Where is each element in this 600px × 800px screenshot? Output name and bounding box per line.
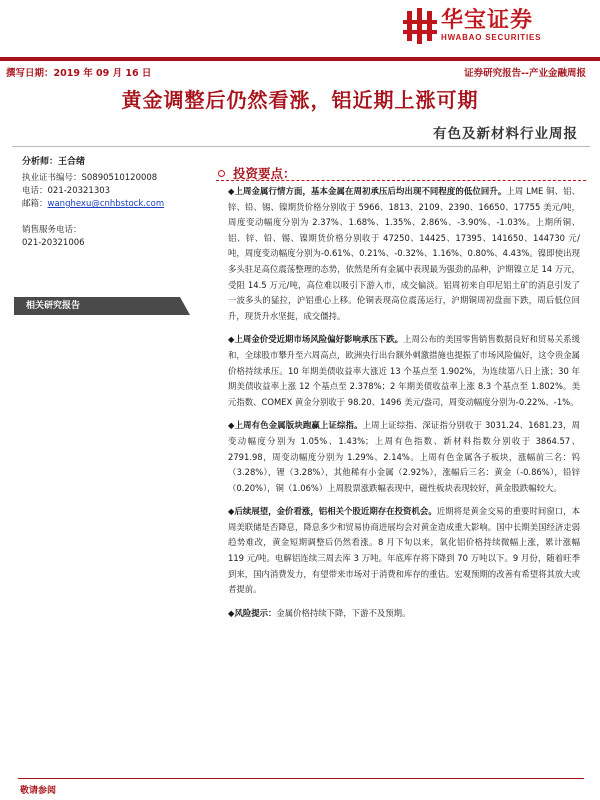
point-heading: ◆后续展望，金价看涨，铝相关个股近期存在投资机会。 <box>228 506 437 517</box>
point-body: 上周公布的美国零售销售数据良好和贸易关系缓和，全球股市攀升至六周高点，欧洲央行出台额外刺激措施也提振了市场风险偏好，这令贵金属价格持续承压。10 年期美债收益率大涨近 13 个基点至 1.902%，为连续第八日上涨；30 年期美债收益率上涨 12 个基点至 2.378%；2 年期美债收益率上涨 8.3 个基点至 1.802%。美元指数、COMEX 黄金分别收于 98.20、1496 美元/盎司，周变动幅度分别为-0.22%、-1%。 <box>228 334 580 407</box>
header-divider <box>0 57 600 61</box>
point-body: 金属价格持续下降，下游不及预期。 <box>276 607 411 618</box>
report-date: 撰写日期：2019 年 09 月 16 日 <box>6 68 152 79</box>
license-number: 执业证书编号：S0890510120008 <box>22 173 158 183</box>
circle-bullet-icon <box>218 170 225 177</box>
title-divider <box>12 146 590 147</box>
analyst-sidebar <box>22 156 192 250</box>
phone-number: 电话：021-20321303 <box>22 186 111 196</box>
analyst-name: 分析师：王合绪 <box>22 157 86 167</box>
email-link[interactable]: wanghexu@cnhbstock.com <box>47 199 165 209</box>
footer-divider <box>18 778 584 779</box>
footer-note: 敬请参阅 <box>20 786 57 796</box>
related-reports-header[interactable] <box>14 297 190 315</box>
report-type: 证券研究报告--产业金融周报 <box>464 68 586 79</box>
brand-name-cn: 华宝证券 <box>441 8 534 33</box>
point-paragraph <box>228 606 580 622</box>
page-subtitle: 有色及新材料行业周报 <box>433 126 578 142</box>
hwabao-logo-icon <box>403 8 437 44</box>
investment-points <box>228 184 580 629</box>
email-label: 邮箱： <box>22 199 48 209</box>
point-paragraph <box>228 332 580 410</box>
point-paragraph <box>228 418 580 496</box>
brand-name-en: HWABAO SECURITIES <box>441 33 542 42</box>
page-title: 黄金调整后仍然看涨，铝近期上涨可期 <box>121 88 479 112</box>
points-divider <box>216 180 586 181</box>
point-heading: ◆上周金属行情方面，基本金属在周初承压后均出现不同程度的低位回升。 <box>228 186 507 196</box>
point-body: 上周上证综指、深证指分别收于 3031.24、1681.23，周变动幅度分别为 1.05%、1.43%；上周有色指数、新材料指数分别收于 3864.57、2791.98，周变动幅度分别为 1.29%、2.14%。上周有色金属各子板块，涨幅前三名：钨（3.28%），锂（3.28%），其他稀有小金属（2.92%），涨幅后三名：黄金（-0.86%），铅锌（0.20%），铜（1.06%）上周股票涨跌幅表现中，磁性板块表现较好，黄金股跌幅较大。 <box>228 420 580 493</box>
point-heading: ◆风险提示： <box>228 607 277 618</box>
point-paragraph <box>228 504 580 598</box>
point-body: 近期将是黄金交易的重要时间窗口，本周美联储是否降息，降息多少和贸易协商进展均会对黄金造成重大影响。国中长期美国经济走弱趋势难改，黄金短期调整后仍然看涨。8 月下旬以来，氧化铝价格持续微幅上涨，累计涨幅 119 元/吨。电解铝连续三周去库 3 万吨。年底库存将下降到 70 万吨以下。9 月份，随着旺季到来，国内消费发力，有望带来市场对于消费和库存的重估。宏观预期的改善有希望将其放大或者提前。 <box>228 506 580 595</box>
point-heading: ◆上周金价受近期市场风险偏好影响承压下跌。 <box>228 334 404 345</box>
email-row <box>22 198 192 211</box>
related-reports-label: 相关研究报告 <box>26 301 81 311</box>
point-body: 上周 LME 铜、铝、锌、铅、锡、镍期货价格分别收于 5966、1813、2109、2390、16650、17755 美元/吨，周度变动幅度分别为 2.37%、1.68%、1.35%、2.86%、-3.90%、-1.03%。上期所铜、铝、锌、铅、锡、镍期货价格分别收于 47250、14425、17395、141650、144730 元/吨，周度变动幅度分别为-0.61%、0.21%、-0.32%、1.16%、0.80%、4.43%。镍即使出现多头驻足高位震荡整理的态势，依然是所有金属中表现最为强劲的品种，沪期镍立足 14 万元，受阻 14.5 万元/吨，高位难以吸引下游入市，成交偏淡。铝周初来自印尼铝土矿的消息引发了一波多头的猛拉，沪铝重心上移。伦铜表现高位震荡运行，沪期铜周初盘面下跌，周后低位回升，现货升水坚挺，成交僵持。 <box>228 186 580 321</box>
brand-logo <box>403 8 541 44</box>
sales-label: 销售服务电话： <box>22 225 82 235</box>
point-paragraph <box>228 184 580 324</box>
sales-phone: 021-20321006 <box>22 238 85 248</box>
meta-row <box>6 65 586 79</box>
point-heading: ◆上周有色金属版块跑赢上证综指。 <box>228 420 363 431</box>
points-title: 投资要点： <box>233 166 296 181</box>
